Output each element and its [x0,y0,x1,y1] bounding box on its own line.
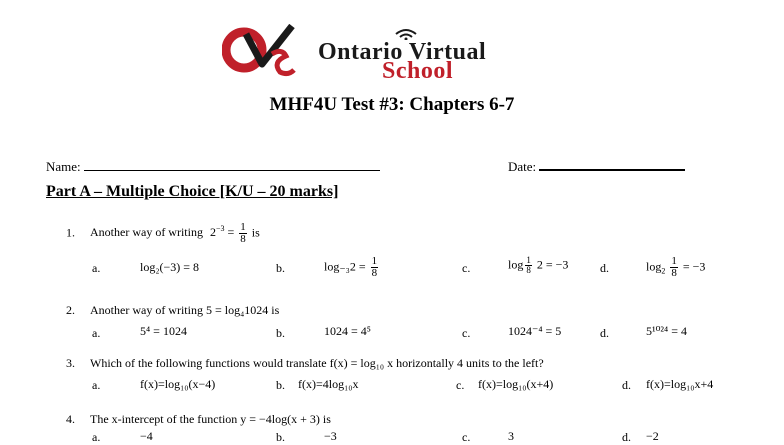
option-4b[interactable]: b. [276,430,285,444]
option-3a[interactable]: a. [92,378,101,392]
question-1: 1. Another way of writing $2^{-3}$ = $\frac{1}{8}$ is [66,221,260,245]
question-2 [66,303,279,318]
option-4a-text: −4 [140,429,153,443]
option-4d[interactable]: d. [622,430,631,444]
option-1c[interactable]: c. [462,261,471,275]
option-3b-text: f(x)=4log₁₀x [298,377,359,391]
option-4d-text: −2 [646,429,659,443]
question-stem: Another way of writing 5 = log₄1024 is [90,303,280,317]
option-1b-text: log₋₃2 = $\frac{1}{8}$ [324,255,378,279]
question-number: 4. [66,412,75,426]
option-4c-text: 3 [508,429,514,443]
option-3d-text: f(x)=log₁₀x+4 [646,377,714,391]
question-4 [66,412,331,427]
question-3 [66,356,544,371]
wifi-icon [394,26,418,40]
option-4c[interactable]: c. [462,430,471,444]
option-2d-text: 5¹⁰²⁴ = 4 [646,324,687,338]
date-field[interactable] [508,159,685,175]
logo-text-line1: Ontario Virtual [318,39,487,65]
name-label: Name: [46,159,81,174]
option-2a-text: 5⁴ = 1024 [140,324,187,338]
option-1a[interactable]: a. [92,261,101,275]
name-blank[interactable] [84,160,380,171]
option-1a-text: log₂(−3) = 8 [140,260,200,274]
option-4a[interactable]: a. [92,430,101,444]
option-1d-text: $\log_2$ $\frac{1}{8}$ = −3 [646,255,706,279]
option-3c[interactable]: c. [456,378,465,392]
date-blank[interactable] [539,159,685,171]
option-2d[interactable]: d. [600,326,609,340]
option-2b[interactable]: b. [276,326,285,340]
option-4b-text: −3 [324,429,337,443]
option-1b[interactable]: b. [276,261,285,275]
option-1d[interactable]: d. [600,261,609,275]
logo-mark-icon [222,24,314,80]
question-stem-suffix: is [251,225,260,240]
question-stem: Which of the following functions would translate f(x) = log₁₀ x horizontally 4 units to the left? [90,356,544,370]
name-field[interactable] [46,159,380,175]
option-2b-text: 1024 = 4⁵ [324,324,371,338]
option-1c-text: log $\frac{1}{8}$ 2 = −3 [508,255,569,275]
question-number: 3. [66,356,75,370]
option-3c-text: f(x)=log₁₀(x+4) [478,377,554,391]
option-2c-text: 1024⁻⁴ = 5 [508,324,562,338]
question-number: 2. [66,303,75,317]
logo-text-line2: School [382,58,454,84]
page-title: MHF4U Test #3: Chapters 6-7 [269,94,515,115]
date-label: Date: [508,159,537,174]
question-number: 1. [66,225,75,240]
option-3d[interactable]: d. [622,378,631,392]
option-3b[interactable]: b. [276,378,285,392]
option-2c[interactable]: c. [462,326,471,340]
option-2a[interactable]: a. [92,326,101,340]
part-a-heading: Part A – Multiple Choice [K/U – 20 marks] [46,183,339,200]
question-stem: The x-intercept of the function y = −4log(x + 3) is [90,412,331,426]
option-3a-text: f(x)=log₁₀(x−4) [140,377,216,391]
question-stem: Another way of writing [90,225,203,240]
